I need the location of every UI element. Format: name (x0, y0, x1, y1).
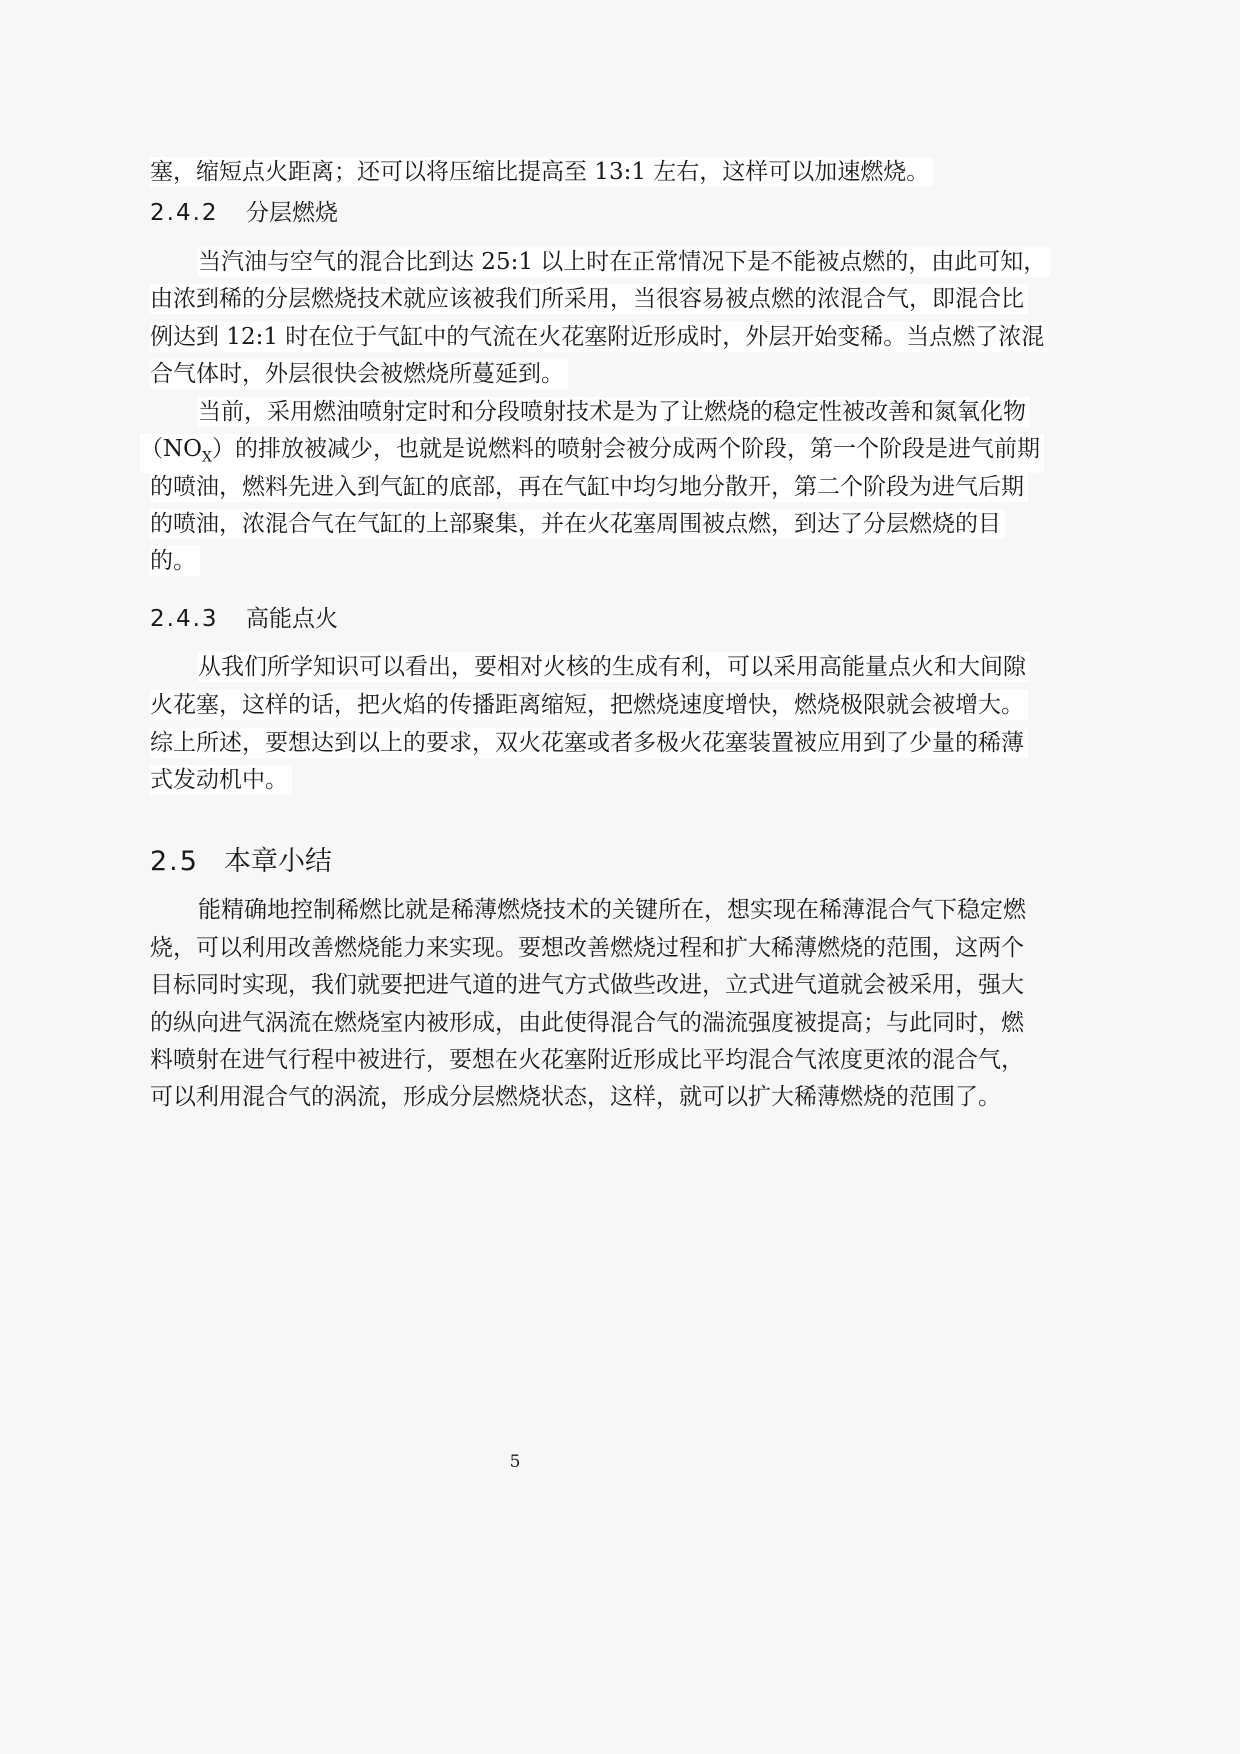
body-text-line: 例达到 12:1 时在位于气缸中的气流在火花塞附近形成时，外层开始变稀。当点燃了浓混 (150, 322, 1048, 352)
body-text-line: 综上所述，要想达到以上的要求，双火花塞或者多极火花塞装置被应用到了少量的稀薄 (150, 728, 1028, 758)
body-text-line: 能精确地控制稀燃比就是稀薄燃烧技术的关键所在，想实现在稀薄混合气下稳定燃 (198, 897, 1026, 923)
body-text-line (140, 434, 1044, 473)
body-text-line: 的喷油，燃料先进入到气缸的底部，再在气缸中均匀地分散开，第二个阶段为进气后期 (150, 472, 1028, 502)
body-text-line: 由浓到稀的分层燃烧技术就应该被我们所采用，当很容易被点燃的浓混合气，即混合比 (150, 284, 1028, 314)
section-heading-2-4-2 (150, 198, 338, 228)
body-text-line: 目标同时实现，我们就要把进气道的进气方式做些改进，立式进气道就会被采用，强大 (150, 972, 1024, 998)
text: ）的排放被减少，也就是说燃料的喷射会被分成两个阶段，第一个阶段是进气前期 (211, 436, 1040, 462)
section-title: 本章小结 (224, 846, 332, 877)
section-heading-2-4-3 (150, 604, 338, 634)
section-number: 2.4.3 (150, 606, 219, 632)
section-number: 2.5 (150, 846, 199, 877)
body-text-line: 塞，缩短点火距离；还可以将压缩比提高至 13:1 左右，这样可以加速燃烧。 (150, 157, 933, 187)
body-text-line: 从我们所学知识可以看出，要相对火核的生成有利，可以采用高能量点火和大间隙 (198, 652, 1030, 682)
body-text-line: 式发动机中。 (150, 765, 292, 795)
text: （NO (140, 436, 202, 462)
section-heading-2-5 (150, 845, 332, 879)
body-text-line: 火花塞，这样的话，把火焰的传播距离缩短，把燃烧速度增快，燃烧极限就会被增大。 (150, 690, 1028, 720)
body-text-line: 当前，采用燃油喷射定时和分段喷射技术是为了让燃烧的稳定性被改善和氮氧化物 (198, 397, 1030, 427)
body-text-line: 料喷射在进气行程中被进行，要想在火花塞附近形成比平均混合气浓度更浓的混合气， (150, 1047, 1024, 1073)
section-title: 分层燃烧 (246, 200, 338, 226)
body-text-line: 的。 (150, 546, 200, 576)
body-text-line: 烧，可以利用改善燃烧能力来实现。要想改善燃烧过程和扩大稀薄燃烧的范围，这两个 (150, 935, 1024, 961)
body-text-line: 合气体时，外层很快会被燃烧所蔓延到。 (150, 359, 568, 389)
body-text-line: 当汽油与空气的混合比到达 25:1 以上时在正常情况下是不能被点燃的，由此可知， (198, 247, 1050, 277)
page-number: 5 (509, 1452, 521, 1472)
subscript: X (201, 449, 212, 466)
section-number: 2.4.2 (150, 200, 219, 226)
body-text-line: 的喷油，浓混合气在气缸的上部聚集，并在火花塞周围被点燃，到达了分层燃烧的目 (150, 509, 1005, 539)
section-title: 高能点火 (246, 606, 338, 632)
body-text-line: 的纵向进气涡流在燃烧室内被形成，由此使得混合气的湍流强度被提高；与此同时，燃 (150, 1010, 1024, 1036)
body-text-line: 可以利用混合气的涡流，形成分层燃烧状态，这样，就可以扩大稀薄燃烧的范围了。 (150, 1084, 1001, 1110)
